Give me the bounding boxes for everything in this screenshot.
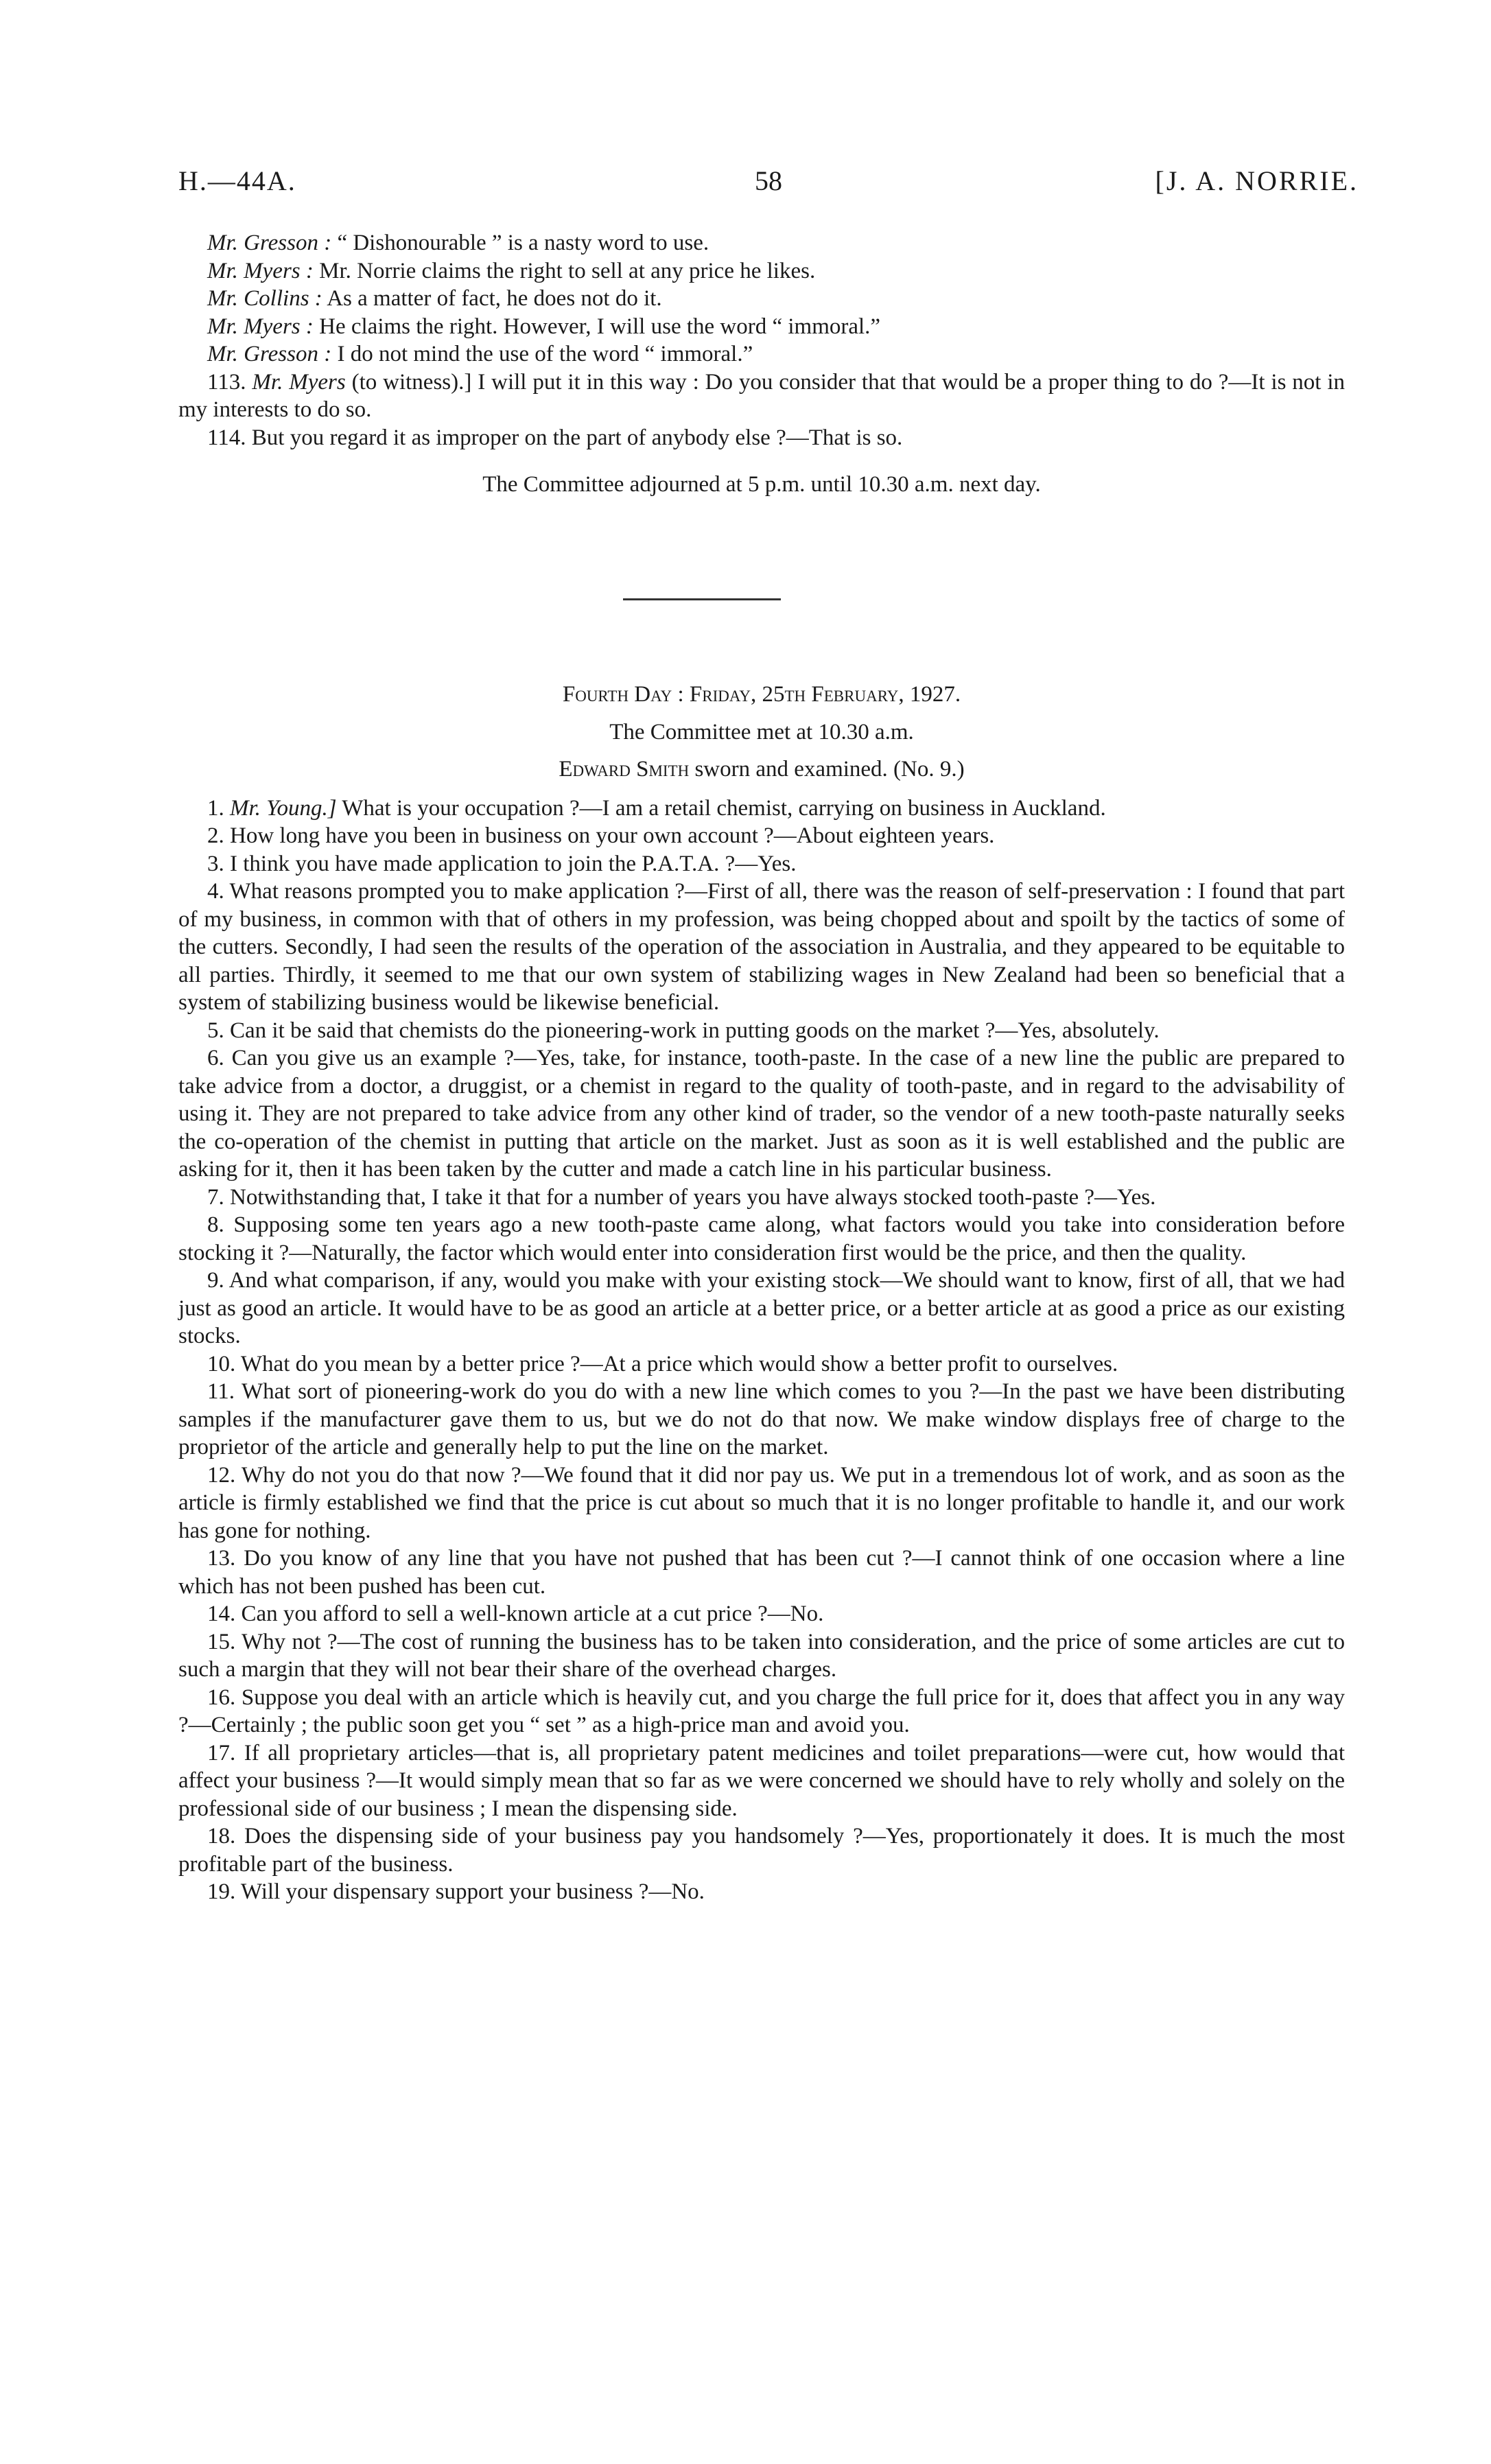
question: 18. Does the dispensing side of your business pay you handsomely ?—Yes, proportionately it does. It is much the most profitable part of the business.: [178, 1824, 1345, 1877]
question-1: [178, 795, 1345, 823]
witness-reference: [J. A. NORRIE.: [1155, 165, 1359, 196]
previous-day-section: [178, 229, 1345, 499]
question: 11. What sort of pioneering-work do you do with a new line which comes to you ?—In the past we have been distributing samples if the manufacturer gave them to us, but we do not do that now. We make window displays free of charge to the proprietor of the article and generally help to put the line on the market.: [178, 1379, 1345, 1459]
statement: He claims the right. However, I will use the word “ immoral.”: [319, 314, 881, 339]
question: 9. And what comparison, if any, would you make with your existing stock—We should want to know, first of all, that we had just as good an article. It would have to be as good an article at a better price, or a better article at as good a price as our existing stocks.: [178, 1268, 1345, 1348]
day-heading: Fourth Day : Friday, 25th February, 1927.: [562, 682, 961, 707]
question: 10. What do you mean by a better price ?—At a price which would show a better profit to ourselves.: [207, 1351, 1118, 1376]
question-number: 1.: [207, 795, 224, 821]
exchange: [178, 285, 1345, 313]
witness-heading: [178, 755, 1345, 784]
question: 3. I think you have made application to join the P.A.T.A. ?—Yes.: [207, 851, 797, 876]
question: 14. Can you afford to sell a well-known article at a cut price ?—No.: [207, 1601, 824, 1626]
witness-name: Edward Smith: [559, 757, 690, 782]
exchange: [178, 257, 1345, 285]
question: 6. Can you give us an example ?—Yes, take, for instance, tooth-paste. In the case of a new line the public are prepared to take advice from a doctor, a druggist, or a chemist in regard to the quality of tooth-paste, and in regard to the advisability of using it. They are not prepared to take advice from any other kind of trader, so the vendor of a new tooth-paste naturally seeks the co-operation of the chemist in putting that article on the market. Just as soon as it is well established and the public are asking for it, then it has been taken by the cutter and made a catch line in his particular business.: [178, 1046, 1345, 1182]
committee-met-note: The Committee met at 10.30 a.m.: [609, 719, 914, 744]
question-text: I will put it in this way : Do you consider that that would be a proper thing to do ?—It is not in my interests to do so.: [178, 369, 1346, 422]
statement: As a matter of fact, he does not do it.: [327, 286, 662, 311]
section-divider: [623, 598, 781, 600]
document-reference: H.—44A.: [178, 165, 296, 196]
speaker: Mr. Myers :: [207, 258, 314, 283]
speaker: Mr. Young.]: [230, 795, 337, 821]
speaker: Mr. Collins :: [207, 286, 322, 311]
page-header: [178, 165, 1359, 206]
page-number: 58: [755, 165, 782, 196]
question: 4. What reasons prompted you to make application ?—First of all, there was the reason of self-preservation : I found that part of my business, in common with that of others in my profession, was being chopped about and spoilt by the tactics of some of the cutters. Secondly, I had seen the results of the operation of the association in Australia, and they appeared to be equitable to all parties. Thirdly, it seemed to me that our own system of stabilizing wages in New Zealand had been so beneficial that a system of stabilizing business would be likewise beneficial.: [178, 879, 1345, 1015]
question: 16. Suppose you deal with an article which is heavily cut, and you charge the full price for it, does that affect you in any way ?—Certainly ; the public soon get you “ set ” as a high-price man and avoid you.: [178, 1685, 1345, 1737]
question-114: 114. But you regard it as improper on the part of anybody else ?—That is so.: [207, 425, 903, 450]
speaker: Mr. Gresson :: [207, 342, 332, 366]
speaker: Mr. Gresson :: [207, 231, 332, 255]
question: 19. Will your dispensary support your business ?—No.: [207, 1879, 705, 1904]
exchange: [178, 340, 1345, 368]
exchange: [178, 313, 1345, 341]
question: 13. Do you know of any line that you have not pushed that has been cut ?—I cannot think of one occasion where a line which has not been pushed has been cut.: [178, 1546, 1345, 1599]
question: 5. Can it be said that chemists do the pioneering-work in putting goods on the market ?—Yes, absolutely.: [207, 1018, 1160, 1043]
statement: Mr. Norrie claims the right to sell at any price he likes.: [319, 258, 816, 283]
question-number: 113.: [207, 369, 246, 395]
adjournment-note: The Committee adjourned at 5 p.m. until 10.30 a.m. next day.: [482, 472, 1041, 497]
question-text: What is your occupation ?—I am a retail chemist, carrying on business in Auckland.: [342, 795, 1106, 821]
intro: (to witness).]: [351, 369, 472, 395]
question-113: [178, 368, 1345, 424]
statement: I do not mind the use of the word “ immoral.”: [337, 342, 753, 366]
question: 2. How long have you been in business on your own account ?—About eighteen years.: [207, 823, 995, 848]
question: 8. Supposing some ten years ago a new tooth-paste came along, what factors would you take into consideration before stocking it ?—Naturally, the factor which would enter into consideration first would be the price, and then the quality.: [178, 1212, 1345, 1265]
statement: “ Dishonourable ” is a nasty word to use.: [337, 231, 709, 255]
exchange: [178, 229, 1345, 257]
question: 15. Why not ?—The cost of running the business has to be taken into consideration, and the price of some articles are cut to such a margin that they will not bear their share of the overhead charges.: [178, 1629, 1345, 1682]
fourth-day-section: [178, 681, 1345, 1906]
speaker: Mr. Myers :: [207, 314, 314, 339]
witness-status: sworn and examined. (No. 9.): [694, 757, 965, 782]
speaker: Mr. Myers: [252, 369, 346, 395]
question: 17. If all proprietary articles—that is, all proprietary patent medicines and toilet preparations—were cut, how would that affect your business ?—It would simply mean that so far as we were concerned we should have to rely wholly and solely on the professional side of our business ; I mean the dispensing side.: [178, 1740, 1345, 1821]
question: 12. Why do not you do that now ?—We found that it did nor pay us. We put in a tremendous lot of work, and as soon as the article is firmly established we find that the price is cut about so much that it is no longer profitable to handle it, and our work has gone for nothing.: [178, 1462, 1345, 1543]
question: 7. Notwithstanding that, I take it that for a number of years you have always stocked tooth-paste ?—Yes.: [207, 1184, 1156, 1210]
